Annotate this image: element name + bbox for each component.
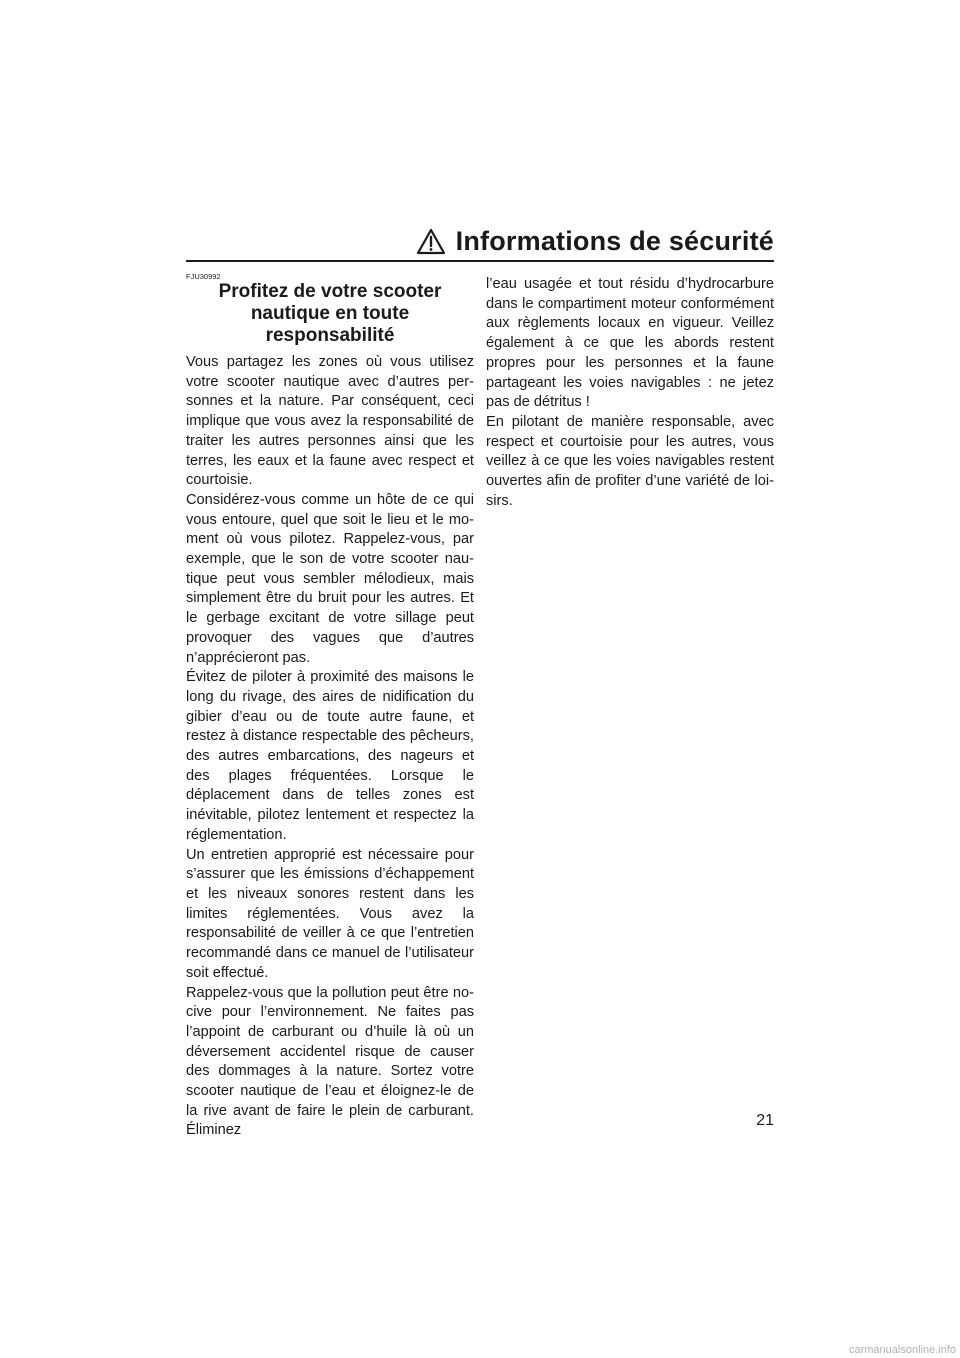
section-title-line: responsabilité xyxy=(265,325,395,346)
page-number: 21 xyxy=(756,1112,774,1129)
body-paragraph: l’eau usagée et tout résidu d’hydrocarbure dans le compartiment moteur conformément aux règlements locaux en vigueur. Veillez également à ce que les abords restent propres pour les personnes et la faune partageant les voies navigables : ne jetez pas de détritus ! xyxy=(486,276,774,411)
left-column xyxy=(186,272,474,1141)
body-paragraph: Un entretien approprié est nécessaire pour s’assurer que les émissions d’échappement et les niveaux sonores restent dans les limites réglementées. Vous avez la responsabilité de veiller à ce que l’entretien recommandé dans ce manuel de l’utilisateur soit effectué. xyxy=(186,846,474,981)
page-header-title: Informations de sécurité xyxy=(455,225,774,256)
warning-triangle-icon xyxy=(416,228,446,255)
body-paragraph: En pilotant de manière responsable, avec respect et courtoisie pour les autres, vous veillez à ce que les voies navigables restent ouvertes afin de profiter d’une variété de loisirs. xyxy=(486,413,774,509)
page-header xyxy=(186,226,774,256)
body-paragraph: Rappelez-vous que la pollution peut être nocive pour l’environnement. Ne faites pas l’appoint de carburant ou d’huile là où un déversement accidentel risque de causer des dommages à la nature. Sortez votre scooter nautique de l’eau et éloignez-le de la rive avant de faire le plein de carburant. Éliminez xyxy=(186,984,474,1139)
body-paragraph: Considérez-vous comme un hôte de ce qui vous entoure, quel que soit le lieu et le moment où vous pilotez. Rappelez-vous, par exemple, que le son de votre scooter nautique peut vous sembler mélodieux, mais simplement être du bruit pour les autres. Et le gerbage excitant de votre sillage peut provoquer des vagues que d’autres n’apprécieront pas. xyxy=(186,491,474,666)
section-code: FJU30992 xyxy=(186,272,221,281)
section-title-line: Profitez de votre scooter xyxy=(218,281,442,302)
right-column xyxy=(486,275,774,511)
watermark-text: carmanualsonline.info xyxy=(848,1344,956,1356)
header-rule xyxy=(186,260,774,262)
section-title-line: nautique en toute xyxy=(250,303,410,324)
body-paragraph: Vous partagez les zones où vous utilisez votre scooter nautique avec d’autres personnes et la nature. Par conséquent, ceci implique que vous avez la responsabilité de traiter les autres personnes ainsi que les terres, les eaux et la faune avec respect et courtoisie. xyxy=(186,354,474,489)
section-title xyxy=(186,281,474,347)
body-paragraph: Évitez de piloter à proximité des maisons le long du rivage, des aires de nidification du gibier d’eau ou de toute autre faune, et restez à distance respectable des pêcheurs, des autres embarcations, des nageurs et des plages fréquentées. Lorsque le déplacement dans de telles zones est inévitable, pilotez lentement et respectez la réglementation. xyxy=(186,669,474,843)
